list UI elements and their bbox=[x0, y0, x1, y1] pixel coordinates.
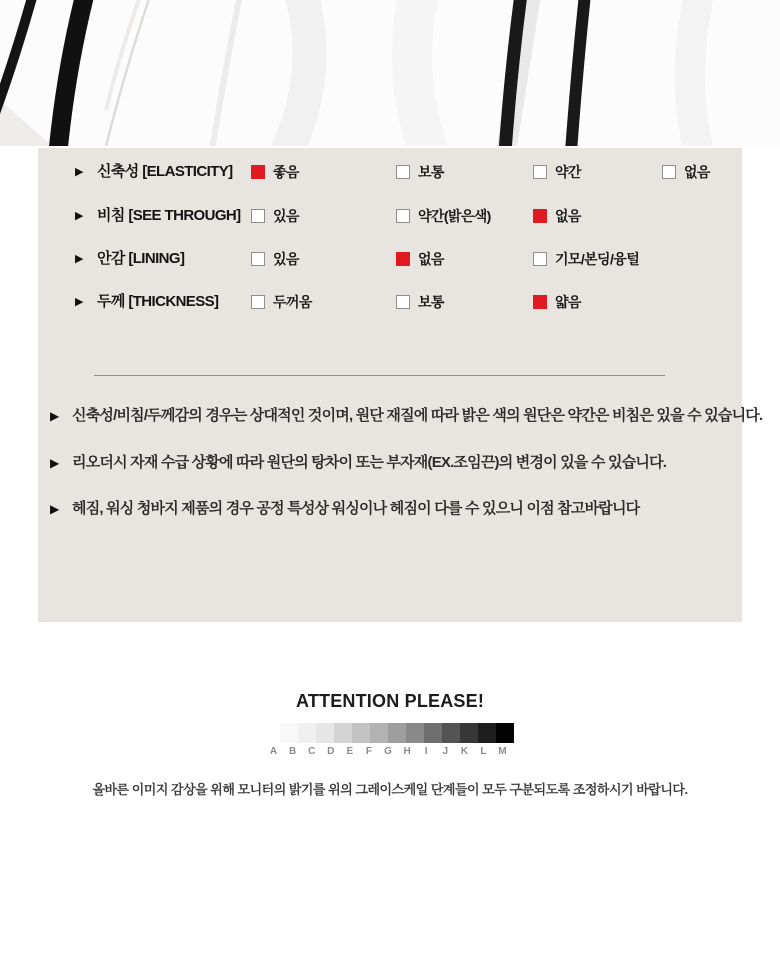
spec-row-label: 두께 [THICKNESS] bbox=[97, 293, 219, 310]
note-marker-icon: ▶ bbox=[50, 456, 60, 470]
checkbox-icon bbox=[396, 295, 410, 309]
spec-row-label: 신축성 [ELASTICITY] bbox=[97, 163, 233, 180]
checkbox-icon bbox=[396, 165, 410, 179]
product-photo bbox=[0, 0, 780, 146]
option-lining-none: 없음 bbox=[396, 250, 444, 268]
note-relative-specs: ▶ 신축성/비침/두께감의 경우는 상대적인 것이며, 원단 재질에 따라 밝은 색의 원단은 약간은 비침은 있을 수 있습니다. bbox=[50, 407, 763, 424]
grayscale-calibration-bar bbox=[280, 723, 514, 743]
checkbox-icon bbox=[251, 209, 265, 223]
grayscale-segment bbox=[280, 723, 298, 743]
spec-row-lining bbox=[38, 250, 742, 268]
spec-row-label: 비침 [SEE THROUGH] bbox=[97, 207, 241, 224]
grayscale-letter-row: A B C D E F G H I J K L M bbox=[269, 746, 507, 757]
note-reorder-materials: ▶ 리오더시 자재 수급 상황에 따라 원단의 탕차이 또는 부자재(EX.조임끈)의 변경이 있을 수 있습니다. bbox=[50, 454, 667, 471]
grayscale-segment bbox=[442, 723, 460, 743]
spec-row-label: 안감 [LINING] bbox=[97, 250, 185, 267]
option-elasticity-slight: 약간 bbox=[533, 163, 581, 181]
grayscale-segment bbox=[388, 723, 406, 743]
checkbox-icon bbox=[396, 252, 410, 266]
grayscale-segment bbox=[334, 723, 352, 743]
spec-row-see-through bbox=[38, 207, 742, 225]
checkbox-icon bbox=[533, 209, 547, 223]
row-marker-icon: ▶ bbox=[75, 210, 84, 222]
row-marker-icon: ▶ bbox=[75, 253, 84, 265]
grayscale-segment bbox=[424, 723, 442, 743]
option-lining-yes: 있음 bbox=[251, 250, 299, 268]
note-washing-variance: ▶ 헤짐, 워싱 청바지 제품의 경우 공정 특성상 워싱이나 헤짐이 다를 수 있으니 이점 참고바랍니다 bbox=[50, 500, 640, 517]
note-marker-icon: ▶ bbox=[50, 502, 60, 516]
option-elasticity-good: 좋음 bbox=[251, 163, 299, 181]
grayscale-segment bbox=[298, 723, 316, 743]
option-seethrough-slight: 약간(밝은색) bbox=[396, 207, 491, 225]
horizontal-divider bbox=[94, 375, 665, 376]
option-seethrough-none: 없음 bbox=[533, 207, 581, 225]
grayscale-segment bbox=[460, 723, 478, 743]
grayscale-segment bbox=[496, 723, 514, 743]
grayscale-segment bbox=[316, 723, 334, 743]
option-seethrough-yes: 있음 bbox=[251, 207, 299, 225]
checkbox-icon bbox=[251, 295, 265, 309]
option-thickness-thin: 얇음 bbox=[533, 293, 581, 311]
checkbox-icon bbox=[251, 165, 265, 179]
spec-row-thickness bbox=[38, 293, 742, 311]
checkbox-icon bbox=[396, 209, 410, 223]
checkbox-icon bbox=[533, 252, 547, 266]
row-marker-icon: ▶ bbox=[75, 166, 84, 178]
option-thickness-normal: 보통 bbox=[396, 293, 444, 311]
checkbox-icon bbox=[533, 295, 547, 309]
fabric-photo-illustration bbox=[0, 0, 780, 146]
spec-row-elasticity bbox=[38, 163, 742, 181]
option-thickness-thick: 두꺼움 bbox=[251, 293, 312, 311]
checkbox-icon bbox=[662, 165, 676, 179]
attention-title: ATTENTION PLEASE! bbox=[295, 691, 485, 711]
checkbox-icon bbox=[533, 165, 547, 179]
checkbox-icon bbox=[251, 252, 265, 266]
row-marker-icon: ▶ bbox=[75, 296, 84, 308]
grayscale-segment bbox=[370, 723, 388, 743]
note-marker-icon: ▶ bbox=[50, 409, 60, 423]
grayscale-segment bbox=[478, 723, 496, 743]
grayscale-segment bbox=[406, 723, 424, 743]
monitor-brightness-caption: 올바른 이미지 감상을 위해 모니터의 밝기를 위의 그레이스케일 단계들이 모두 구분되도록 조정하시기 바랍니다. bbox=[92, 782, 688, 797]
option-elasticity-normal: 보통 bbox=[396, 163, 444, 181]
option-elasticity-none: 없음 bbox=[662, 163, 710, 181]
option-lining-fleece: 기모/본딩/융털 bbox=[533, 250, 639, 268]
grayscale-segment bbox=[352, 723, 370, 743]
fabric-spec-panel bbox=[38, 148, 763, 622]
